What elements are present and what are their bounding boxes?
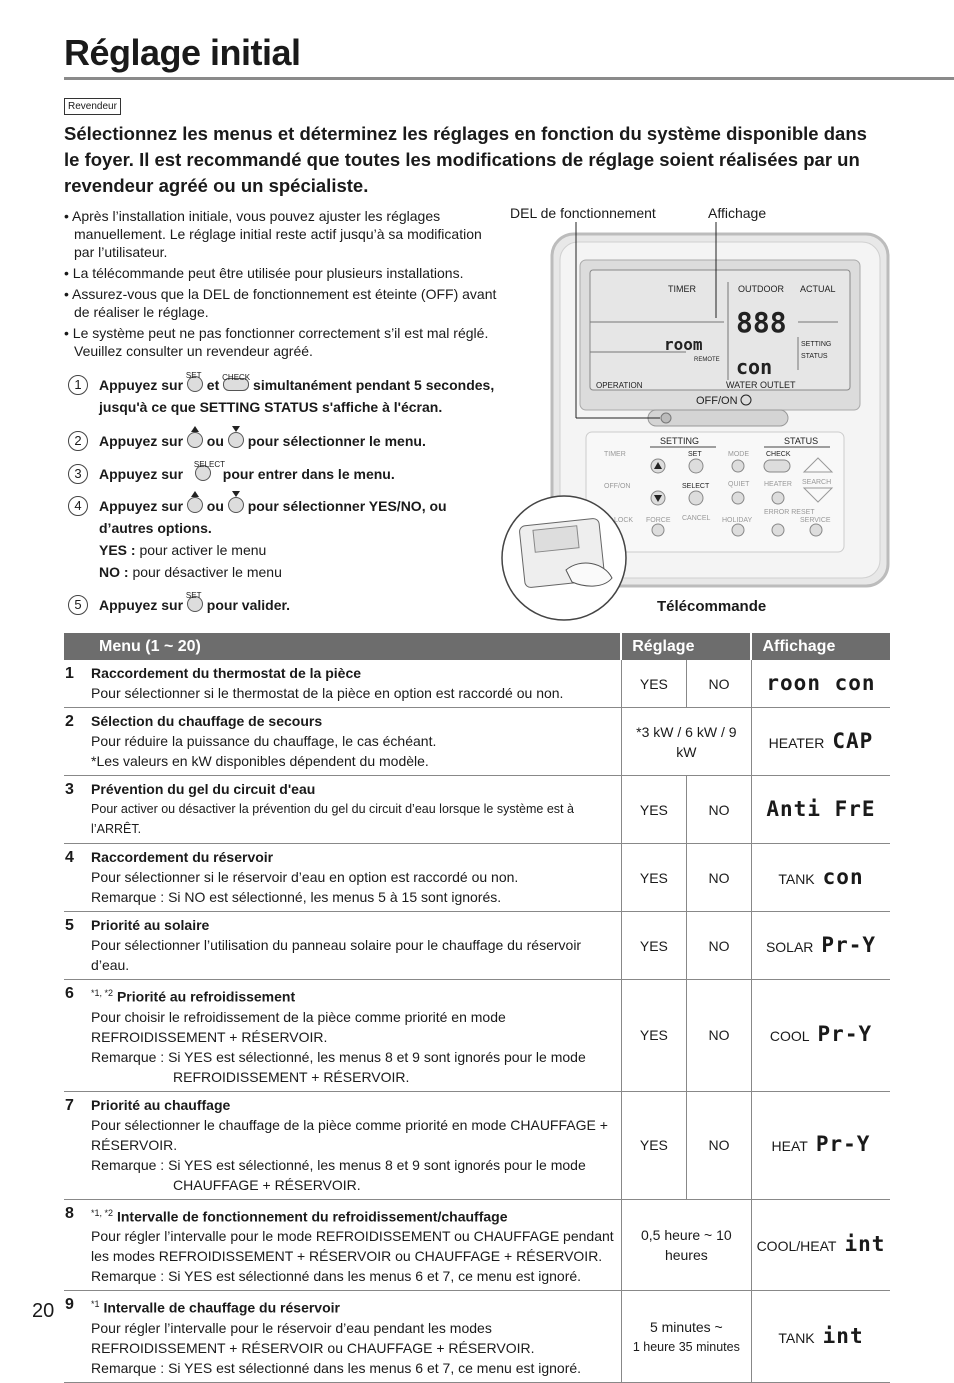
display-segment: Pr-Y bbox=[817, 1022, 873, 1047]
lcd-outdoor: OUTDOOR bbox=[738, 284, 784, 294]
step-number: 5 bbox=[68, 595, 88, 615]
display-cell bbox=[751, 776, 890, 844]
step-text: ou bbox=[206, 498, 224, 514]
no-value: NO bbox=[687, 980, 752, 1092]
check-button[interactable] bbox=[764, 460, 790, 472]
step-number: 1 bbox=[68, 375, 88, 395]
footnote-ref: *1 bbox=[91, 1299, 100, 1310]
down-button-icon bbox=[228, 497, 244, 513]
table-row bbox=[64, 1199, 890, 1291]
page-number: 20 bbox=[32, 1300, 55, 1322]
operation-led bbox=[661, 413, 671, 423]
display-key: COOL bbox=[769, 1028, 810, 1045]
step-number: 2 bbox=[68, 431, 88, 451]
step-text: Appuyez sur bbox=[99, 433, 184, 449]
table-row bbox=[64, 980, 890, 1092]
row-number: 1 bbox=[64, 660, 89, 708]
row-line: Pour régler l’intervalle pour le réservoir d’eau pendant les modes REFROIDISSEMENT + RÉSERVOIR ou CHAUFFAGE + RÉSERVOIR. bbox=[91, 1319, 535, 1356]
row-title: Priorité au refroidissement bbox=[116, 988, 296, 1005]
table-row bbox=[64, 844, 890, 912]
row-title: Sélection du chauffage de secours bbox=[91, 713, 323, 729]
led-label: DEL de fonctionnement bbox=[510, 205, 656, 221]
step-text: Appuyez sur bbox=[99, 377, 184, 393]
display-key: TANK bbox=[778, 1329, 815, 1346]
step-3 bbox=[68, 460, 508, 485]
step-text: Appuyez sur bbox=[99, 597, 184, 613]
up-arrow-icon bbox=[191, 426, 199, 432]
key-holiday: HOLIDAY bbox=[722, 517, 753, 524]
set-label: SET bbox=[185, 371, 202, 380]
header-spacer bbox=[64, 633, 89, 660]
set-label: SET bbox=[185, 591, 202, 600]
step-text: pour sélectionner le menu. bbox=[247, 433, 426, 449]
set-button-icon bbox=[185, 371, 203, 392]
display-key: COOL/HEAT bbox=[756, 1237, 837, 1254]
yes-value: YES bbox=[621, 1091, 686, 1199]
key-mode: MODE bbox=[728, 451, 749, 458]
key-lock: LOCK bbox=[614, 517, 634, 524]
display-segment: con bbox=[822, 864, 864, 889]
table-row bbox=[64, 708, 890, 776]
display-key: HEAT bbox=[771, 1138, 808, 1155]
display-segment: int bbox=[822, 1323, 864, 1348]
lcd-room: room bbox=[664, 335, 703, 354]
row-desc bbox=[89, 660, 621, 708]
check-label: CHECK bbox=[222, 373, 251, 382]
display-cell bbox=[751, 1199, 890, 1291]
key-quiet: QUIET bbox=[728, 481, 750, 488]
heater-button[interactable] bbox=[772, 492, 784, 504]
table-row bbox=[64, 776, 890, 844]
key-select: SELECT bbox=[682, 483, 710, 490]
set-button-icon bbox=[185, 591, 203, 612]
step-number: 3 bbox=[68, 464, 88, 484]
bullet-item: • Après l’installation initiale, vous pouvez ajuster les réglages manuellement. Le réglage initial reste actif jusqu’à sa modification par l’utilisateur. bbox=[64, 208, 482, 260]
select-label: SELECT bbox=[193, 460, 226, 469]
setting-header: SETTING bbox=[660, 436, 700, 446]
display-segment: roon con bbox=[766, 670, 876, 695]
row-number: 8 bbox=[64, 1199, 89, 1291]
key-cancel: CANCEL bbox=[682, 515, 711, 522]
row-line: CHAUFFAGE + RÉSERVOIR. bbox=[173, 1176, 361, 1193]
up-arrow-icon bbox=[191, 491, 199, 497]
display-cell bbox=[751, 980, 890, 1092]
remote-control-illustration bbox=[500, 222, 900, 622]
display-cell bbox=[751, 660, 890, 708]
row-number: 4 bbox=[64, 844, 89, 912]
up-button-icon bbox=[187, 497, 203, 513]
yes-value: YES bbox=[621, 844, 686, 912]
header-menu: Menu (1 ~ 20) bbox=[89, 633, 621, 660]
yes-value: YES bbox=[621, 776, 686, 844]
step-number: 4 bbox=[68, 496, 88, 516]
row-number: 9 bbox=[64, 1291, 89, 1383]
table-row bbox=[64, 1091, 890, 1199]
mode-button[interactable] bbox=[732, 460, 744, 472]
row-title: Raccordement du thermostat de la pièce bbox=[91, 665, 362, 681]
offon-label: OFF/ON bbox=[696, 395, 738, 407]
display-key: TANK bbox=[778, 870, 815, 887]
row-title: Intervalle de chauffage du réservoir bbox=[103, 1299, 340, 1316]
row-line: Pour régler l’intervalle pour le mode REFROIDISSEMENT ou CHAUFFAGE pendant les modes REFROIDISSEMENT + RÉSERVOIR ou CHAUFFAGE + RÉSERVOIR. bbox=[91, 1228, 614, 1265]
row-number: 6 bbox=[64, 980, 89, 1092]
display-segment: Pr-Y bbox=[815, 1132, 871, 1157]
row-desc bbox=[89, 776, 621, 844]
row-line: Pour activer ou désactiver la prévention du gel du circuit d’eau lorsque le système est à l’ARRÊT. bbox=[91, 802, 574, 836]
row-desc bbox=[89, 980, 621, 1092]
header-display: Affichage bbox=[751, 633, 890, 660]
yes-value: YES bbox=[621, 980, 686, 1092]
row-line: Remarque : Si YES est sélectionné dans les menus 6 et 7, ce menu est ignoré. bbox=[91, 1359, 582, 1376]
lcd-remote: REMOTE bbox=[694, 357, 720, 363]
header-setting: Réglage bbox=[621, 633, 751, 660]
key-search: SEARCH bbox=[802, 479, 832, 486]
row-title: Intervalle de fonctionnement du refroidissement/chauffage bbox=[116, 1208, 508, 1225]
lcd-digits: 888 bbox=[736, 306, 787, 339]
row-desc bbox=[89, 844, 621, 912]
error-reset-button[interactable] bbox=[772, 524, 784, 536]
key-offon: OFF/ON bbox=[604, 483, 631, 490]
no-value: NO bbox=[687, 912, 752, 980]
lcd-con: con bbox=[736, 355, 773, 379]
display-cell bbox=[751, 1091, 890, 1199]
holiday-button[interactable] bbox=[732, 524, 744, 536]
key-set: SET bbox=[688, 451, 702, 458]
row-line: Pour sélectionner le chauffage de la pièce comme priorité en mode CHAUFFAGE + RÉSERVOIR. bbox=[91, 1116, 608, 1153]
up-button-icon bbox=[187, 432, 203, 448]
yes-desc: pour activer le menu bbox=[139, 542, 267, 558]
row-desc bbox=[89, 1291, 621, 1383]
lcd-setting: SETTING bbox=[801, 341, 832, 348]
service-button[interactable] bbox=[810, 524, 822, 536]
remote-caption: Télécommande bbox=[657, 598, 767, 615]
select-button-icon bbox=[193, 460, 226, 481]
force-button[interactable] bbox=[652, 524, 664, 536]
display-cell bbox=[751, 708, 890, 776]
set-button[interactable] bbox=[689, 459, 703, 473]
row-number: 5 bbox=[64, 912, 89, 980]
lcd-operation: OPERATION bbox=[596, 381, 643, 390]
no-value: NO bbox=[687, 844, 752, 912]
step-text: pour entrer dans le menu. bbox=[222, 466, 395, 482]
row-title: Prévention du gel du circuit d'eau bbox=[91, 781, 316, 797]
key-service: SERVICE bbox=[800, 517, 831, 524]
yes-key: YES : bbox=[99, 542, 136, 558]
row-line: Remarque : Si YES est sélectionné dans les menus 6 et 7, ce menu est ignoré. bbox=[91, 1268, 582, 1285]
step-text: ou bbox=[206, 433, 224, 449]
setting-cell bbox=[621, 1291, 751, 1383]
key-timer: TIMER bbox=[604, 451, 626, 458]
key-error-reset: ERROR RESET bbox=[764, 509, 815, 516]
row-title: Priorité au solaire bbox=[91, 917, 210, 933]
no-key: NO : bbox=[99, 564, 129, 580]
step-text: d’autres options. bbox=[99, 520, 212, 536]
lcd-status: STATUS bbox=[801, 353, 828, 360]
display-segment: int bbox=[844, 1231, 886, 1256]
display-segment: CAP bbox=[832, 728, 874, 753]
footnote-ref: *1, *2 bbox=[91, 988, 114, 998]
setting-value: 1 heure 35 minutes bbox=[632, 1339, 740, 1354]
step-text: Appuyez sur bbox=[99, 498, 184, 514]
lcd-actual: ACTUAL bbox=[800, 284, 836, 294]
table-header-row bbox=[64, 633, 890, 660]
row-line: REFROIDISSEMENT + RÉSERVOIR. bbox=[173, 1068, 410, 1085]
table-row bbox=[64, 912, 890, 980]
display-key: SOLAR bbox=[765, 938, 814, 955]
step-text: Appuyez sur bbox=[99, 466, 184, 482]
setting-value: 0,5 heure ~ 10 heures bbox=[621, 1199, 751, 1291]
down-arrow-icon bbox=[232, 491, 240, 497]
row-line: Pour sélectionner si le thermostat de la pièce en option est raccordé ou non. bbox=[91, 685, 564, 701]
no-value: NO bbox=[687, 1091, 752, 1199]
step-1 bbox=[68, 371, 508, 418]
bullet-item: • Le système peut ne pas fonctionner correctement s’il est mal réglé. Veuillez consulter un revendeur agréé. bbox=[64, 325, 489, 359]
row-line: Pour sélectionner l’utilisation du panneau solaire pour le chauffage du réservoir d’eau. bbox=[91, 937, 582, 973]
row-line: *Les valeurs en kW disponibles dépendent du modèle. bbox=[91, 753, 429, 769]
display-key: HEATER bbox=[768, 734, 825, 751]
row-title: Raccordement du réservoir bbox=[91, 849, 274, 865]
intro-text: Sélectionnez les menus et déterminez les réglages en fonction du système disponible dans le foyer. Il est recommandé que toutes les modifications de réglage soient réalisées par un revendeur agréé ou un spécialiste. bbox=[64, 123, 867, 196]
row-desc bbox=[89, 1091, 621, 1199]
bullet-item: • La télécommande peut être utilisée pour plusieurs installations. bbox=[64, 265, 464, 281]
select-button[interactable] bbox=[689, 491, 703, 505]
yes-value: YES bbox=[621, 912, 686, 980]
step-2 bbox=[68, 430, 508, 452]
no-value: NO bbox=[687, 660, 752, 708]
check-button-icon bbox=[222, 373, 251, 391]
no-value: NO bbox=[687, 776, 752, 844]
page-title: Réglage initial bbox=[64, 32, 301, 73]
dealer-tag: Revendeur bbox=[64, 98, 121, 115]
display-label: Affichage bbox=[708, 205, 767, 221]
down-arrow-icon bbox=[232, 426, 240, 432]
row-desc bbox=[89, 708, 621, 776]
row-title: Priorité au chauffage bbox=[91, 1096, 231, 1113]
row-line: Pour sélectionner si le réservoir d’eau en option est raccordé ou non. bbox=[91, 869, 519, 885]
step-text: et bbox=[206, 377, 220, 393]
setting-value: 5 minutes ~ bbox=[649, 1318, 723, 1335]
step-5 bbox=[68, 591, 508, 616]
step-text: simultanément pendant 5 secondes, bbox=[253, 377, 495, 393]
key-check: CHECK bbox=[766, 451, 791, 458]
quiet-button[interactable] bbox=[732, 492, 744, 504]
step-4 bbox=[68, 495, 508, 583]
display-segment: Anti FrE bbox=[766, 796, 876, 821]
title-rule bbox=[64, 77, 954, 80]
status-header: STATUS bbox=[784, 436, 819, 446]
row-line: Remarque : Si YES est sélectionné, les menus 8 et 9 sont ignorés pour le mode bbox=[91, 1156, 586, 1173]
down-button-icon bbox=[228, 432, 244, 448]
row-number: 3 bbox=[64, 776, 89, 844]
lcd-water-outlet: WATER OUTLET bbox=[726, 380, 796, 390]
bullet-item: • Assurez-vous que la DEL de fonctionnement est éteinte (OFF) avant de réaliser le réglage. bbox=[64, 286, 497, 320]
table-row bbox=[64, 1291, 890, 1383]
row-line: Pour réduire la puissance du chauffage, le cas échéant. bbox=[91, 733, 437, 749]
menu-table bbox=[64, 633, 890, 1383]
display-cell bbox=[751, 844, 890, 912]
footnote-ref: *1, *2 bbox=[91, 1207, 114, 1218]
yes-value: YES bbox=[621, 660, 686, 708]
step-text: jusqu'à ce que SETTING STATUS s'affiche à l'écran. bbox=[99, 399, 443, 415]
display-cell bbox=[751, 912, 890, 980]
key-force: FORCE bbox=[646, 517, 671, 524]
setting-value: *3 kW / 6 kW / 9 kW bbox=[621, 708, 751, 776]
row-line: Remarque : Si YES est sélectionné, les menus 8 et 9 sont ignorés pour le mode bbox=[91, 1048, 586, 1065]
display-cell bbox=[751, 1291, 890, 1383]
step-text: pour valider. bbox=[206, 597, 291, 613]
row-desc bbox=[89, 912, 621, 980]
table-row bbox=[64, 660, 890, 708]
row-desc bbox=[89, 1199, 621, 1291]
row-line: Remarque : Si NO est sélectionné, les menus 5 à 15 sont ignorés. bbox=[91, 889, 502, 905]
step-text: pour sélectionner YES/NO, ou bbox=[247, 498, 447, 514]
bullet-list bbox=[64, 207, 504, 363]
key-heater: HEATER bbox=[764, 481, 792, 488]
no-desc: pour désactiver le menu bbox=[132, 564, 282, 580]
lcd-timer: TIMER bbox=[668, 284, 696, 294]
row-line: Pour choisir le refroidissement de la pièce comme priorité en mode REFROIDISSEMENT + RÉSERVOIR. bbox=[91, 1008, 506, 1045]
display-segment: Pr-Y bbox=[821, 932, 876, 957]
row-number: 7 bbox=[64, 1091, 89, 1199]
row-number: 2 bbox=[64, 708, 89, 776]
